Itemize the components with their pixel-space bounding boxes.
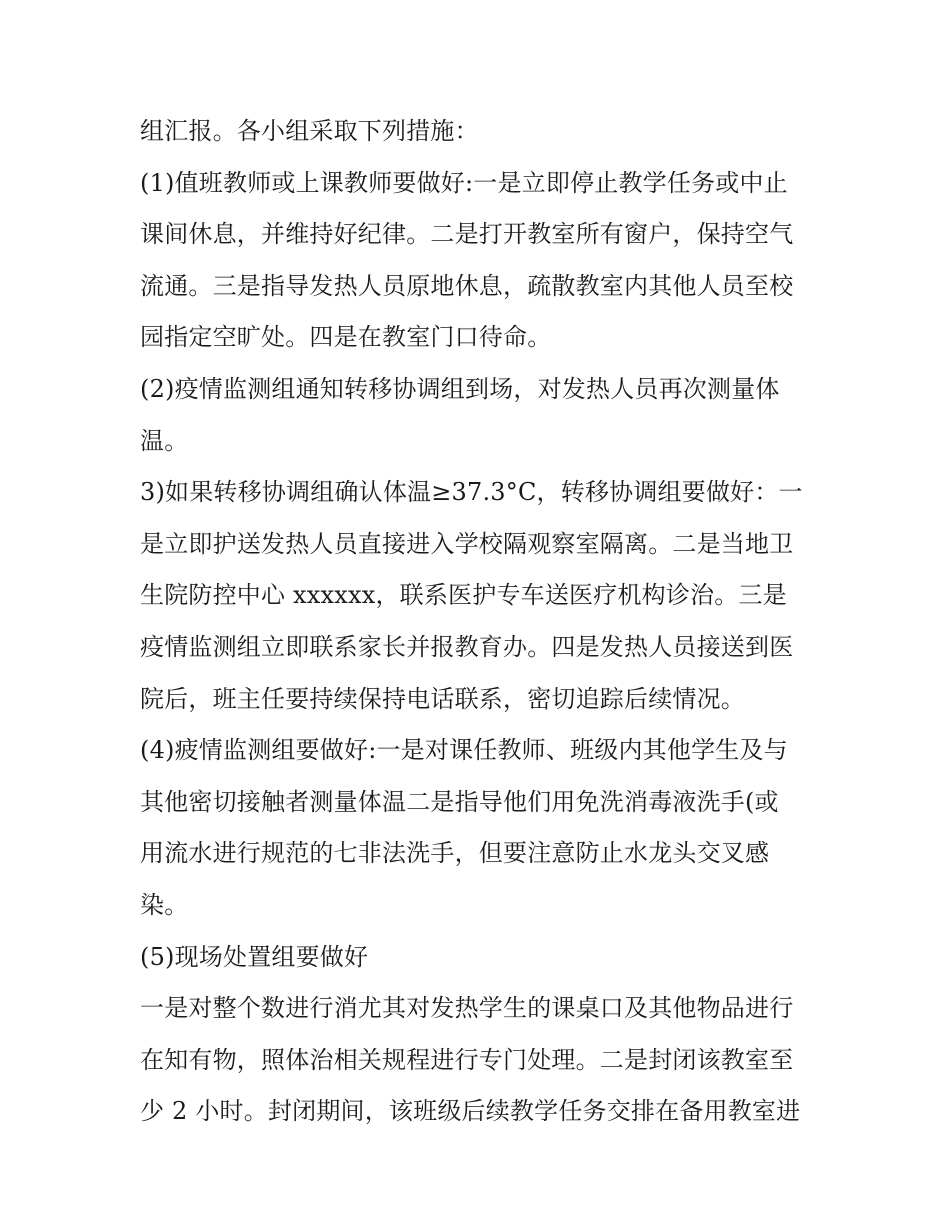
document-page bbox=[140, 106, 820, 1138]
text-line: 染。 bbox=[140, 890, 189, 919]
text-line: (4)疲情监测组要做好:一是对课任教师、班级内其他学生及与 bbox=[140, 736, 788, 765]
text-line: 院后，班主任要持续保持电话联系，密切追踪后续情况。 bbox=[140, 684, 745, 713]
text-line: 园指定空旷处。四是在教室门口待命。 bbox=[140, 323, 552, 352]
text-line: 3)如果转移协调组确认体温≥37.3°C，转移协调组要做好：一 bbox=[140, 478, 803, 507]
text-line: 少 2 小时。封闭期间，该班级后续教学任务交排在备用教室进 bbox=[140, 1097, 801, 1126]
text-line: 其他密切接触者测量体温二是指导他们用免洗消毒液洗手(或 bbox=[140, 787, 779, 816]
text-line: 流通。三是指导发热人员原地休息，疏散教室内其他人员至校 bbox=[140, 271, 794, 300]
text-line: 课间休息，并维持好纪律。二是打开教室所有窗户，保持空气 bbox=[140, 220, 794, 249]
text-line: 用流水进行规范的七非法洗手，但要注意防止水龙头交叉感 bbox=[140, 839, 770, 868]
text-line: (1)值班教师或上课教师要做好:一是立即停止教学任务或中止 bbox=[140, 168, 788, 197]
text-line: 组汇报。各小组采取下列措施： bbox=[140, 117, 479, 145]
text-line: 生院防控中心 xxxxxx，联系医护专车送医疗机构诊治。三是 bbox=[140, 581, 787, 610]
text-line: 温。 bbox=[140, 426, 189, 455]
text-line: 一是对整个数进行消尤其对发热学生的课桌口及其他物品进行 bbox=[140, 994, 794, 1023]
text-line: (2)疫情监测组通知转移协调组到场，对发热人员再次测量体 bbox=[140, 374, 780, 403]
text-line: (5)现场处置组要做好 bbox=[140, 942, 369, 971]
text-line: 在知有物，照体治相关规程进行专门处理。二是封闭该教室至 bbox=[140, 1045, 794, 1074]
text-line: 疫情监测组立即联系家长并报教育办。四是发热人员接送到医 bbox=[140, 632, 794, 661]
text-line: 是立即护送发热人员直接进入学校隔观察室隔离。二是当地卫 bbox=[140, 529, 794, 558]
